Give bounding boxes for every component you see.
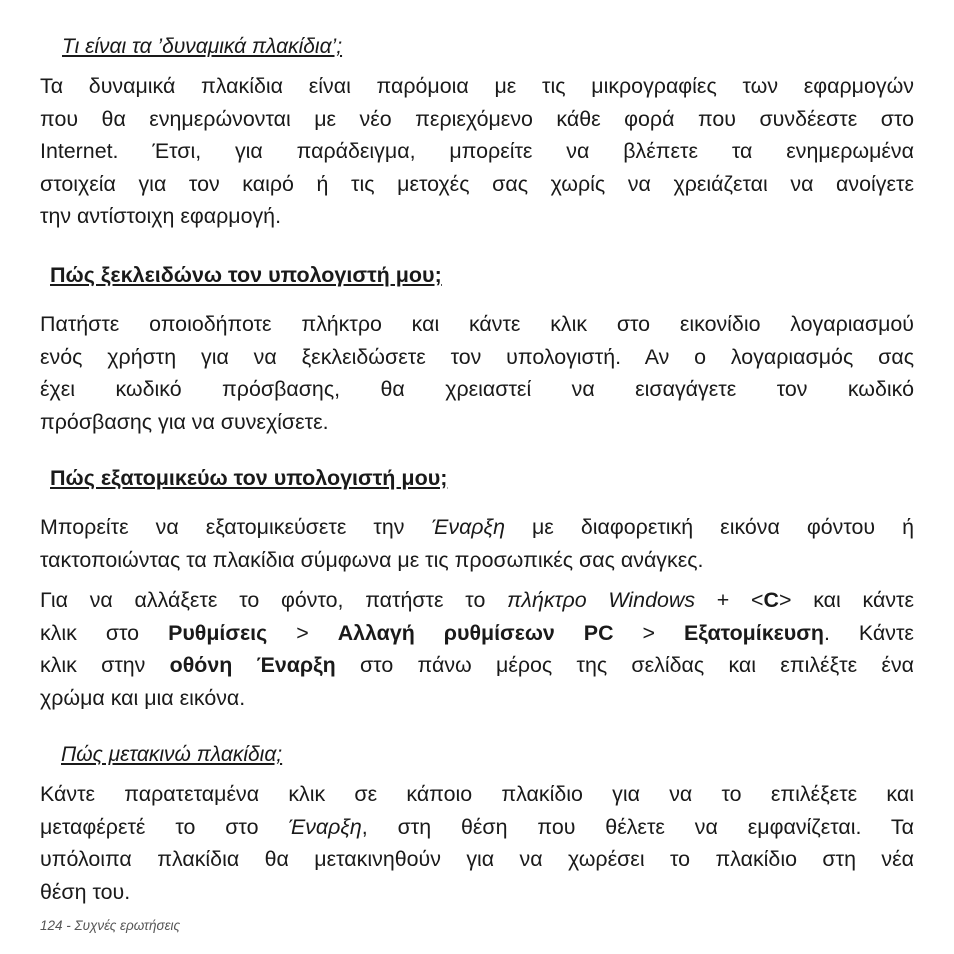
- settings-term: Ρυθμίσεις: [168, 620, 268, 645]
- text-run: >: [613, 620, 684, 645]
- text-line: ενός χρήστη για να ξεκλειδώσετε τον υπολογιστή. Αν ο λογαριασμός σας: [40, 344, 914, 369]
- subheading-move-tiles: Πώς μετακινώ πλακίδια;: [61, 743, 283, 766]
- text-line: έχει κωδικό πρόσβασης, θα χρειαστεί να εισαγάγετε τον κωδικό: [40, 377, 914, 401]
- heading-personalize-computer: Πώς εξατομικεύω τον υπολογιστή μου;: [50, 466, 448, 490]
- c-key-term: C: [763, 588, 779, 612]
- text-run: + <: [695, 588, 764, 612]
- text-line: [40, 617, 914, 650]
- text-line: Τα δυναμικά πλακίδια είναι παρόμοια με τις μικρογραφίες των εφαρμογών: [40, 74, 914, 98]
- start-screen-term: Έναρξη: [431, 515, 505, 539]
- text-line: υπόλοιπα πλακίδια θα μετακινηθούν για να χωρέσει το πλακίδιο στη νέα: [40, 847, 914, 871]
- paragraph-live-tiles: [40, 70, 914, 233]
- text-line: [40, 811, 914, 844]
- text-run: >: [267, 620, 338, 645]
- windows-key-term: πλήκτρο Windows: [507, 588, 696, 612]
- text-run: , στη θέση που θέλετε να εμφανίζεται. Τα: [361, 814, 914, 839]
- start-screen-term: Έναρξη: [288, 814, 362, 839]
- text-run: με διαφορετική εικόνα φόντου ή: [504, 515, 914, 539]
- text-line: πρόσβασης για να συνεχίσετε.: [40, 409, 329, 434]
- text-line: [40, 649, 914, 682]
- text-run: κλικ στην: [40, 653, 170, 677]
- personalization-term: Εξατομίκευση: [683, 620, 824, 645]
- change-pc-settings-term: Αλλαγή ρυθμίσεων PC: [337, 620, 614, 645]
- text-line: Κάντε παρατεταμένα κλικ σε κάποιο πλακίδιο για να το επιλέξετε και: [40, 782, 914, 806]
- text-run: . Κάντε: [823, 620, 914, 645]
- paragraph-move-tiles: [40, 778, 914, 908]
- text-line: Internet. Έτσι, για παράδειγμα, μπορείτε να βλέπετε τα ενημερωμένα: [40, 139, 914, 163]
- text-line: στοιχεία για τον καιρό ή τις μετοχές σας χωρίς να χρειάζεται να ανοίγετε: [40, 171, 914, 196]
- text-run: κλικ στο: [40, 620, 169, 645]
- text-line: [40, 584, 914, 617]
- text-line: χρώμα και μια εικόνα.: [40, 685, 246, 710]
- paragraph-unlock-computer: [40, 308, 914, 438]
- text-run: μεταφέρετέ το στο: [40, 814, 289, 839]
- text-line: την αντίστοιχη εφαρμογή.: [40, 204, 282, 228]
- start-screen-bold-term: οθόνη Έναρξη: [169, 653, 336, 677]
- subheading-live-tiles: Τι είναι τα ’δυναμικά πλακίδια’;: [62, 35, 343, 58]
- text-run: Μπορείτε να εξατομικεύσετε την: [40, 515, 432, 539]
- heading-unlock-computer: Πώς ξεκλειδώνω τον υπολογιστή μου;: [50, 263, 442, 287]
- text-run: στο πάνω μέρος της σελίδας και επιλέξτε ένα: [335, 653, 915, 677]
- text-line: Πατήστε οποιοδήποτε πλήκτρο και κάντε κλικ στο εικονίδιο λογαριασμού: [40, 312, 914, 336]
- text-run: > και κάντε: [778, 588, 914, 612]
- text-line: θέση του.: [40, 879, 131, 904]
- paragraph-change-background: [40, 584, 914, 714]
- text-line: που θα ενημερώνονται με νέο περιεχόμενο κάθε φορά που συνδέεστε στο: [40, 106, 914, 131]
- paragraph-personalize-intro: [40, 511, 914, 576]
- text-line: τακτοποιώντας τα πλακίδια σύμφωνα με τις προσωπικές σας ανάγκες.: [40, 547, 704, 572]
- page-footer: 124 - Συχνές ερωτήσεις: [40, 918, 181, 933]
- text-run: Για να αλλάξετε το φόντο, πατήστε το: [40, 588, 508, 612]
- text-line: [40, 511, 914, 544]
